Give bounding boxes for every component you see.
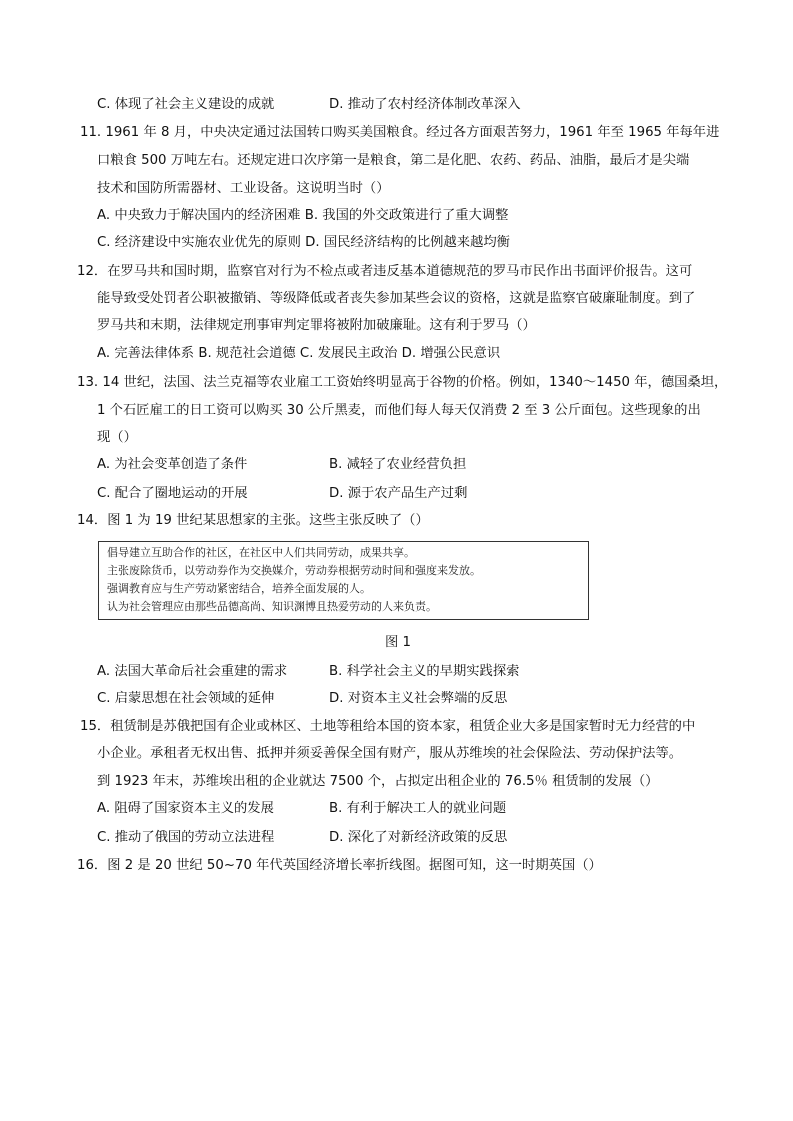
q14-stem: 14．图 1 为 19 世纪某思想家的主张。这些主张反映了（） <box>77 513 429 528</box>
q10-option-c: C. 体现了社会主义建设的成就 <box>97 97 275 112</box>
q15-stem-line-3: 到 1923 年末，苏维埃出租的企业就达 7500 个，占拟定出租企业的 76.5％ 租赁制的发展（） <box>97 774 659 789</box>
q15-option-c: C. 推动了俄国的劳动立法进程 <box>97 830 275 845</box>
q14-option-b: B. 科学社会主义的早期实践探索 <box>329 664 520 679</box>
q14-option-d: D. 对资本主义社会弊端的反思 <box>329 691 508 706</box>
q15-option-b: B. 有利于解决工人的就业问题 <box>329 801 507 816</box>
figure-1-line-4: 认为社会管理应由那些品德高尚、知识渊博且热爱劳动的人来负责。 <box>107 600 437 613</box>
figure-1-line-1: 倡导建立互助合作的社区，在社区中人们共同劳动，成果共享。 <box>107 546 415 559</box>
q13-option-c: C. 配合了圈地运动的开展 <box>97 486 248 501</box>
figure-1-quote-box <box>98 541 589 620</box>
q11-options-ab: A. 中央致力于解决国内的经济困难 B. 我国的外交政策进行了重大调整 <box>97 208 509 223</box>
q13-stem-line-3: 现（） <box>97 430 137 445</box>
q11-stem-line-3: 技术和国防所需器材、工业设备。这说明当时（） <box>97 181 390 196</box>
q12-options: A. 完善法律体系 B. 规范社会道德 C. 发展民主政治 D. 增强公民意识 <box>97 346 501 361</box>
q15-option-a: A. 阻碍了国家资本主义的发展 <box>97 801 274 816</box>
q11-stem-line-2: 口粮食 500 万吨左右。还规定进口次序第一是粮食，第二是化肥、农药、药品、油脂，最后才是尖端 <box>97 153 690 168</box>
q15-option-d: D. 深化了对新经济政策的反思 <box>329 830 508 845</box>
q13-stem-line-2: 1 个石匠雇工的日工资可以购买 30 公斤黑麦，而他们每人每天仅消费 2 至 3 公斤面包。这些现象的出 <box>97 403 701 418</box>
q13-option-d: D. 源于农产品生产过剩 <box>329 486 468 501</box>
q16-stem: 16．图 2 是 20 世纪 50~70 年代英国经济增长率折线图。据图可知，这一时期英国（） <box>77 858 602 873</box>
q14-option-c: C. 启蒙思想在社会领域的延伸 <box>97 691 275 706</box>
q14-option-a: A. 法国大革命后社会重建的需求 <box>97 664 288 679</box>
q10-option-d: D. 推动了农村经济体制改革深入 <box>329 97 521 112</box>
figure-1-caption: 图 1 <box>385 635 411 650</box>
q15-stem-line-1: 15．租赁制是苏俄把国有企业或林区、土地等租给本国的资本家，租赁企业大多是国家暂时无力经营的中 <box>80 719 696 734</box>
q11-stem-line-1: 11. 1961 年 8 月，中央决定通过法国转口购买美国粮食。经过各方面艰苦努力，1961 年至 1965 年每年进 <box>80 125 720 140</box>
q12-stem-line-3: 罗马共和末期，法律规定刑事审判定罪将被附加破廉耻。这有利于罗马（） <box>97 318 536 333</box>
q15-stem-line-2: 小企业。承租者无权出售、抵押并须妥善保全国有财产，服从苏维埃的社会保险法、劳动保护法等。 <box>97 746 683 761</box>
q12-stem-line-1: 12．在罗马共和国时期，监察官对行为不检点或者违反基本道德规范的罗马市民作出书面评价报告。这可 <box>77 264 693 279</box>
q11-options-cd: C. 经济建设中实施农业优先的原则 D. 国民经济结构的比例越来越均衡 <box>97 235 510 250</box>
q13-option-a: A. 为社会变革创造了条件 <box>97 457 248 472</box>
q13-option-b: B. 减轻了农业经营负担 <box>329 457 467 472</box>
figure-1-line-3: 强调教育应与生产劳动紧密结合，培养全面发展的人。 <box>107 582 371 595</box>
q13-stem-line-1: 13. 14 世纪，法国、法兰克福等农业雇工工资始终明显高于谷物的价格。例如，1340～1450 年，德国桑坦， <box>77 375 728 390</box>
q12-stem-line-2: 能导致受处罚者公职被撤销、等级降低或者丧失参加某些会议的资格，这就是监察官破廉耻制度。到了 <box>97 291 696 306</box>
figure-1-line-2: 主张废除货币，以劳动券作为交换媒介，劳动券根据劳动时间和强度来发放。 <box>107 564 481 577</box>
